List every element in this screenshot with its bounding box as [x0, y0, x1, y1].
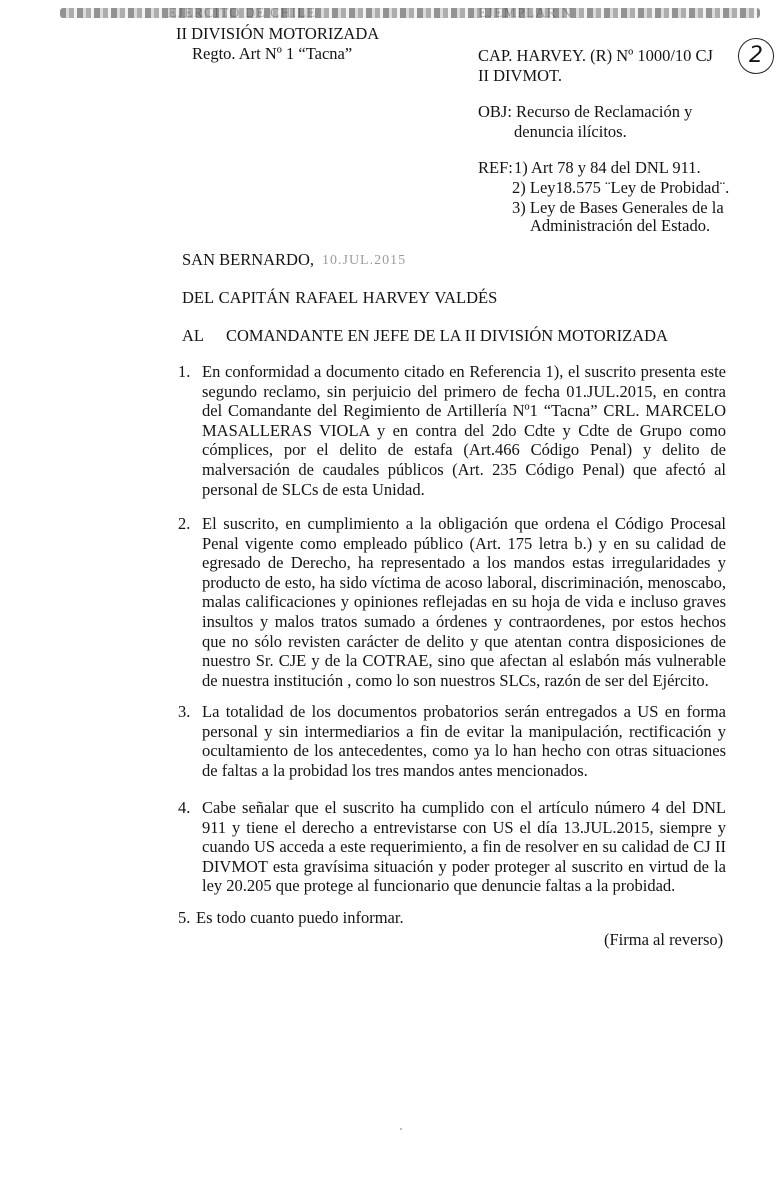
header-cutoff-left: EJERCITO DE CHILE [168, 6, 317, 21]
to-label: AL [182, 326, 204, 345]
ref-item-2: 2) Ley18.575 ¨Ley de Probidad¨. [512, 178, 730, 197]
ref-item-1: 1) Art 78 y 84 del DNL 911. [514, 158, 701, 177]
paragraph-4-text: Cabe señalar que el suscrito ha cumplido con el artículo número 4 del DNL 911 y tiene el derecho a entrevistarse con US el día 13.JUL.2015, siempre y cuando US acceda a este requerimiento, a fin de resolver en su calidad de CJ II DIVMOT esta gravísima situación y poder proteger al suscrito en virtud de la ley 20.205 que protege al funcionario que denuncie faltas a la probidad. [202, 798, 726, 896]
to-recipient: COMANDANTE EN JEFE DE LA II DIVISIÓN MOTORIZADA [226, 326, 668, 345]
paragraph-5-number: 5. [178, 908, 191, 927]
division-heading: II DIVISIÓN MOTORIZADA [176, 24, 380, 43]
obj-label: OBJ: [478, 102, 512, 121]
paragraph-2-text: El suscrito, en cumplimiento a la obligación que ordena el Código Procesal Penal vigente como empleado público (Art. 175 letra b.) y en su calidad de egresado de Derecho, ha representado a los mandos estas irregularidades y producto de esto, ha sido víctima de acoso laboral, discriminación, menoscabo, malas calificaciones y opiniones reflejadas en su hoja de vida e incluso graves insultos y malos tratos sumado a órdenes y contraordenes, por estos hechos que no sólo revisten carácter de delito y que atentan contra disposiciones de nuestro Sr. CJE y de la COTRAE, sino que afectan al eslabón más vulnerable de nuestra institución , como lo son nuestros SLCs, razón de ser del Ejército. [202, 514, 726, 690]
regiment-heading: Regto. Art Nº 1 “Tacna” [192, 44, 353, 63]
paragraph-1-number: 1. [178, 362, 191, 381]
ref-label: REF: [478, 158, 513, 177]
scan-artifact-header-strip [60, 8, 760, 18]
page-number-mark: 2 [738, 38, 774, 74]
paragraph-1-text: En conformidad a documento citado en Referencia 1), el suscrito presenta este segundo reclamo, sin perjuicio del primero de fecha 01.JUL.2015, en contra del Comandante del Regimiento de Artillería Nº1 “Tacna” CRL. MARCELO MASALLERAS VIOLA y en contra del 2do Cdte y Cdte de Grupo como cómplices, por el delito de estafa (Art.466 Código Penal) y delito de malversación de caudales públicos (Art. 235 Código Penal) que afectó al personal de SLCs de esta Unidad. [202, 362, 726, 499]
cap-reference-line2: II DIVMOT. [478, 66, 563, 85]
ref-item-4: Administración del Estado. [530, 216, 711, 235]
from-line: DEL CAPITÁN RAFAEL HARVEY VALDÉS [182, 288, 498, 307]
date-stamp: 10.JUL.2015 [322, 253, 407, 268]
scan-speck [400, 1128, 402, 1130]
signature-note: (Firma al reverso) [604, 930, 724, 949]
paragraph-4-number: 4. [178, 798, 191, 817]
paragraph-3-text: La totalidad de los documentos probatorios serán entregados a US en forma personal y sin intermediarios a fin de evitar la manipulación, rectificación y ocultamiento de los antecedentes, como ya lo han hecho con otras situaciones de faltas a la probidad los tres mandos antes mencionados. [202, 702, 726, 780]
paragraph-5-text: Es todo cuanto puedo informar. [196, 908, 404, 927]
paragraph-2-number: 2. [178, 514, 191, 533]
obj-line2: denuncia ilícitos. [514, 122, 627, 141]
header-cutoff-right: EJEMPLAR N [478, 6, 573, 21]
obj-line1: Recurso de Reclamación y [516, 102, 693, 121]
ref-item-3: 3) Ley de Bases Generales de la [512, 198, 724, 217]
cap-reference-line1: CAP. HARVEY. (R) Nº 1000/10 CJ [478, 46, 713, 65]
place-city: SAN BERNARDO, [182, 250, 315, 269]
paragraph-3-number: 3. [178, 702, 191, 721]
